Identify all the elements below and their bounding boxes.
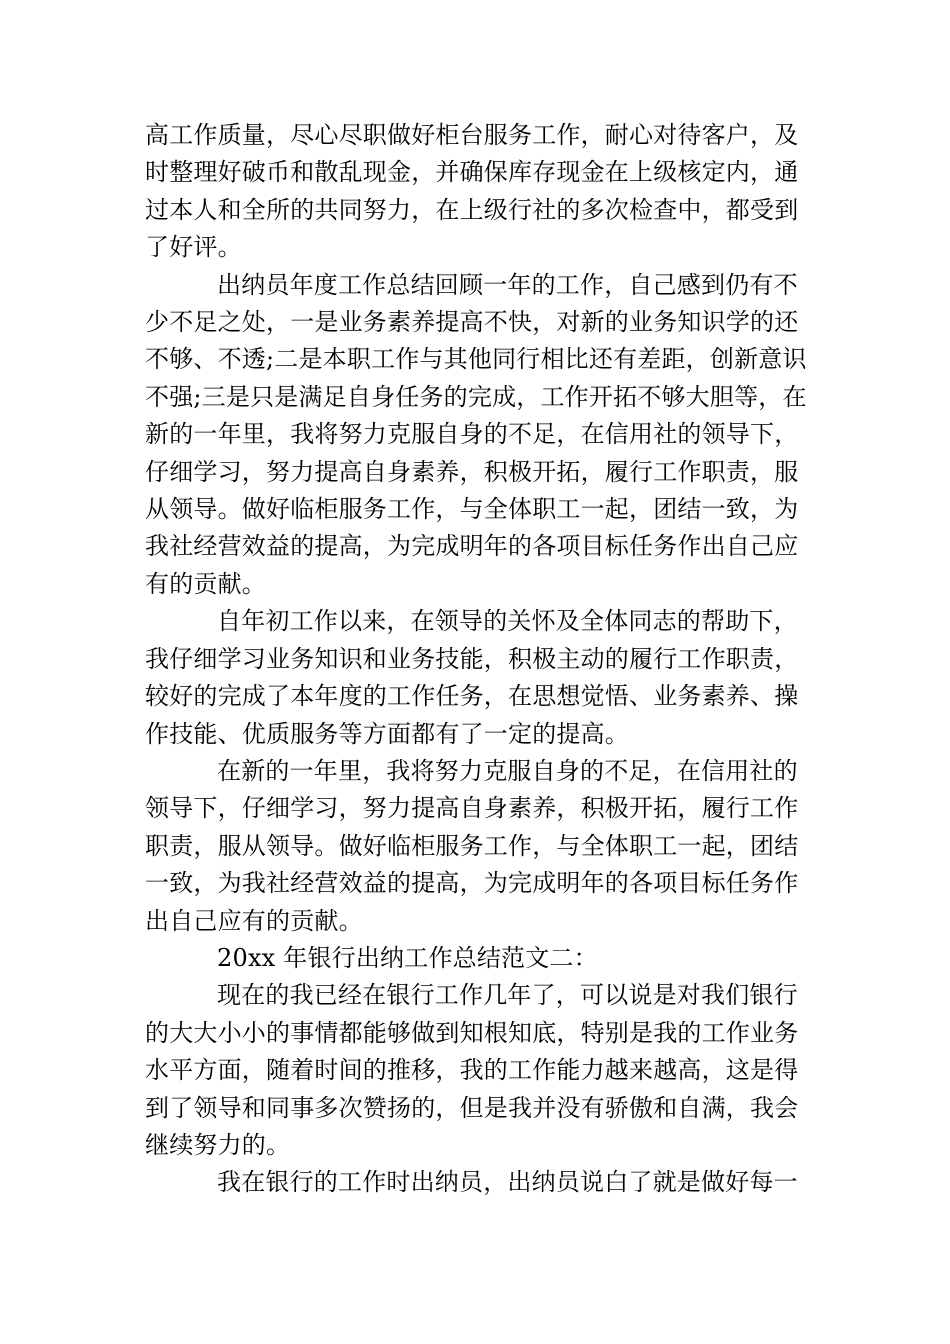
text-line: 水平方面，随着时间的推移，我的工作能力越来越高，这是得 — [145, 1056, 799, 1085]
text-line: 较好的完成了本年度的工作任务，在思想觉悟、业务素养、操 — [145, 682, 799, 711]
text-line: 我仔细学习业务知识和业务技能，积极主动的履行工作职责， — [145, 644, 799, 673]
paragraph — [145, 977, 805, 1164]
text-line: 领导下，仔细学习，努力提高自身素养，积极开拓，履行工作 — [145, 794, 799, 823]
text-line: 不强;三是只是满足自身任务的完成，工作开拓不够大胆等，在 — [145, 382, 807, 411]
text-line: 我社经营效益的提高，为完成明年的各项目标任务作出自己应 — [145, 532, 799, 561]
text-line: 的大大小小的事情都能够做到知根知底，特别是我的工作业务 — [145, 1018, 799, 1047]
text-line: 作技能、优质服务等方面都有了一定的提高。 — [145, 719, 629, 748]
text-line: 20xx 年银行出纳工作总结范文二： — [217, 943, 598, 972]
text-line: 时整理好破币和散乱现金，并确保库存现金在上级核定内，通 — [145, 158, 799, 187]
text-line: 过本人和全所的共同努力，在上级行社的多次检查中，都受到 — [145, 195, 799, 224]
text-line: 从领导。做好临柜服务工作，与全体职工一起，团结一致，为 — [145, 495, 799, 524]
text-line: 有的贡献。 — [145, 569, 266, 598]
text-line: 在新的一年里，我将努力克服自身的不足，在信用社的 — [217, 756, 798, 785]
paragraph — [145, 603, 805, 753]
text-line: 现在的我已经在银行工作几年了，可以说是对我们银行 — [217, 981, 798, 1010]
text-line: 出自己应有的贡献。 — [145, 906, 363, 935]
text-line: 了好评。 — [145, 233, 242, 262]
paragraph — [145, 267, 805, 604]
text-line: 出纳员年度工作总结回顾一年的工作，自己感到仍有不 — [217, 270, 798, 299]
text-line: 到了领导和同事多次赞扬的，但是我并没有骄傲和自满，我会 — [145, 1093, 799, 1122]
text-line: 新的一年里，我将努力克服自身的不足，在信用社的领导下， — [145, 420, 799, 449]
text-line: 少不足之处，一是业务素养提高不快，对新的业务知识学的还 — [145, 308, 799, 337]
document-body — [145, 117, 805, 1202]
text-line: 高工作质量，尽心尽职做好柜台服务工作，耐心对待客户，及 — [145, 121, 799, 149]
text-line: 我在银行的工作时出纳员，出纳员说白了就是做好每一 — [217, 1168, 798, 1197]
text-line: 继续努力的。 — [145, 1130, 291, 1159]
paragraph — [145, 1164, 805, 1201]
paragraph — [145, 753, 805, 940]
text-line: 自年初工作以来，在领导的关怀及全体同志的帮助下， — [217, 607, 798, 636]
text-line: 不够、不透;二是本职工作与其他同行相比还有差距，创新意识 — [145, 345, 807, 374]
text-line: 仔细学习，努力提高自身素养，积极开拓，履行工作职责，服 — [145, 457, 799, 486]
text-line: 职责，服从领导。做好临柜服务工作，与全体职工一起，团结 — [145, 831, 799, 860]
text-line: 一致，为我社经营效益的提高，为完成明年的各项目标任务作 — [145, 869, 799, 898]
paragraph — [145, 117, 805, 267]
section-heading — [145, 940, 805, 977]
